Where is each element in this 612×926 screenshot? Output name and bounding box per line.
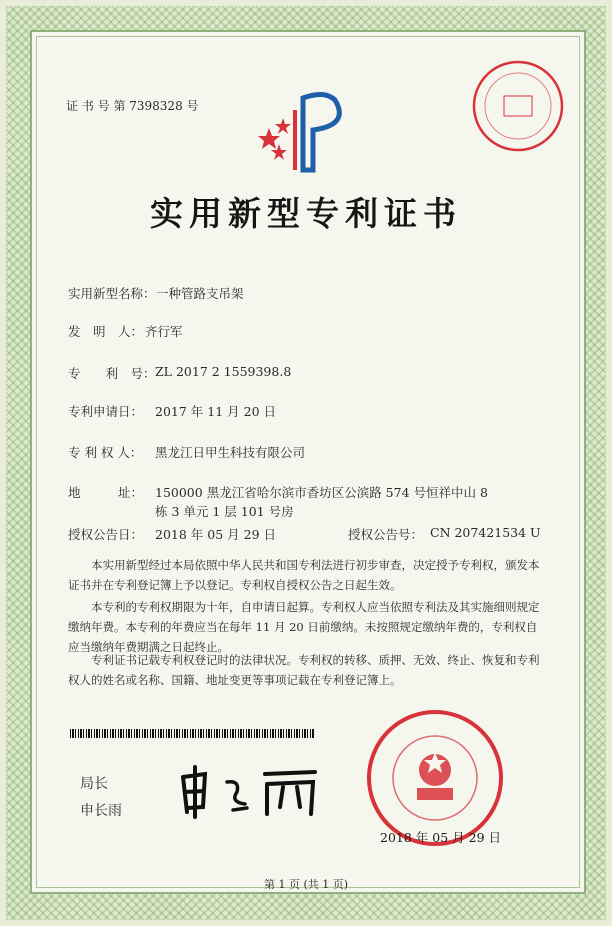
barcode (70, 729, 315, 738)
signature-name: 申长雨 (80, 803, 122, 819)
field-label-patentee: 专 利 权 人： (68, 445, 143, 460)
field-label-name: 实用新型名称： (68, 286, 156, 301)
field-label-grant-no: 授权公告号： (348, 527, 424, 542)
signature-title: 局长 (80, 776, 108, 792)
field-label-address: 地 址： (68, 485, 144, 500)
field-label-grant-date: 授权公告日： (68, 527, 144, 542)
field-label-inventor: 发 明 人： (68, 324, 144, 339)
field-value-grant-no: CN 207421534 U (430, 525, 541, 540)
certificate-number: 证 书 号 第 7398328 号 (66, 99, 199, 113)
patent-office-logo-icon (255, 90, 355, 175)
page-footer: 第 1 页 (共 1 页) (263, 878, 349, 891)
seal-date: 2018 年 05 月 29 日 (380, 830, 501, 845)
handwritten-signature-icon (175, 762, 325, 822)
body-paragraph-3: 专利证书记载专利权登记时的法律状况。专利权的转移、质押、无效、终止、恢复和专利权人的姓名或名称、国籍、地址变更等事项记载在专利登记簿上。 (68, 653, 540, 687)
field-value-patentee: 黑龙江日甲生科技有限公司 (155, 445, 306, 460)
field-value-address-line1: 150000 黑龙江省哈尔滨市香坊区公滨路 574 号恒祥中山 8 (155, 485, 488, 500)
field-value-address-line2: 栋 3 单元 1 层 101 号房 (155, 504, 294, 519)
field-value-grant-date: 2018 年 05 月 29 日 (155, 527, 276, 542)
field-label-patent-no: 专 利 号： (68, 366, 156, 381)
agency-stamp-icon (470, 58, 566, 154)
official-seal-icon (365, 708, 505, 848)
field-value-patent-no: ZL 2017 2 1559398.8 (155, 364, 292, 379)
body-paragraph-2: 本专利的专利权期限为十年，自申请日起算。专利权人应当依照专利法及其实施细则规定缴纳年费。本专利的年费应当在每年 11 月 20 日前缴纳。未按照规定缴纳年费的，专利权自应当缴纳年费期满之日起终止。 (68, 600, 540, 654)
body-paragraph-1: 本实用新型经过本局依照中华人民共和国专利法进行初步审查，决定授予专利权，颁发本证书并在专利登记簿上予以登记。专利权自授权公告之日起生效。 (68, 558, 540, 592)
field-value-name: 一种管路支吊架 (156, 286, 244, 301)
field-label-filing-date: 专利申请日： (68, 404, 144, 419)
field-value-inventor: 齐行军 (145, 324, 183, 339)
page-title: 实用新型专利证书 (150, 194, 462, 233)
field-value-filing-date: 2017 年 11 月 20 日 (155, 404, 276, 419)
